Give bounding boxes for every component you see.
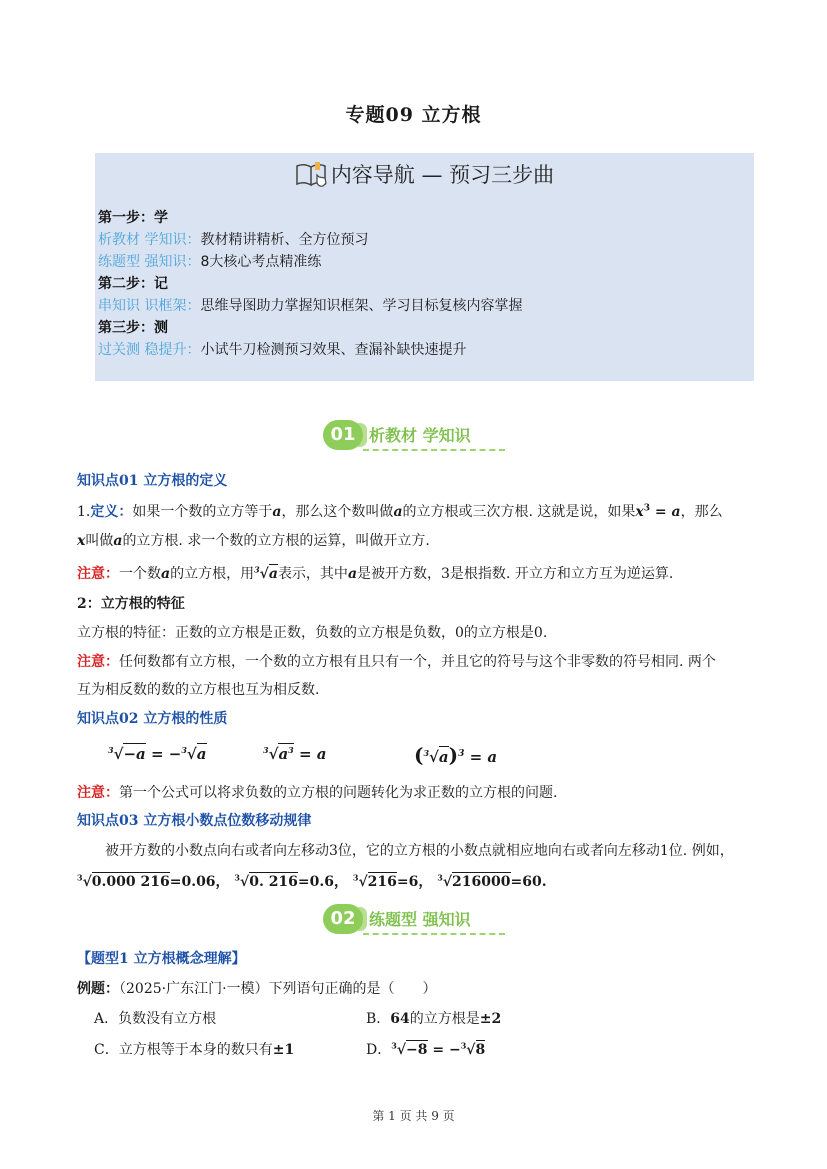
option-d: D．$^3$√−8 = −$^3$√8: [366, 1040, 486, 1058]
type1-title: 【题型1 立方根概念理解】: [77, 951, 246, 967]
page-footer: 第 1 页 共 9 页: [372, 1109, 455, 1123]
kp2-title: 知识点02 立方根的性质: [77, 711, 228, 727]
kp1-definition-line1: 1.定义：如果一个数的立方等于a，那么这个数叫做a的立方根或三次方根. 这就是说，如果$x^3 = a$，那么: [77, 503, 723, 520]
nav-title-text: 内容导航 — 预习三步曲: [330, 163, 555, 187]
book-hand-icon: [295, 161, 329, 187]
kp1-note: 注意：一个数a的立方根，用$^3$√a表示，其中a是被开方数，3是根指数. 开立方和立方互为逆运算.: [77, 564, 674, 582]
kp1-feature-text: 立方根的特征：正数的立方根是正数，负数的立方根是负数，0的立方根是0.: [77, 625, 548, 641]
kp3-examples: $^3$√0.000 216=0.06， $^3$√0. 216=0.6， $^3$√216=6， $^3$√216000=60.: [77, 872, 547, 890]
content-navigation-box: [95, 153, 754, 381]
page-title: 专题09 立方根: [345, 104, 482, 126]
step2-heading: 第二步：记: [98, 276, 168, 292]
step1-line: 析教材 学知识：教材精讲精析、全方位预习: [98, 232, 369, 248]
type1-example: 例题：（2025·广东江门·一模）下列语句正确的是（ ）: [77, 981, 437, 997]
formula-negative-cube-root: $^3$√−a = −$^3$√a: [108, 745, 207, 763]
step3-heading: 第三步：测: [98, 320, 168, 336]
kp1-title: 知识点01 立方根的定义: [77, 473, 228, 489]
step1-line2: 练题型 强知识：8大核心考点精准练: [98, 254, 322, 270]
kp1-definition-line2: x叫做a的立方根. 求一个数的立方根的运算，叫做开立方.: [77, 533, 430, 549]
kp1-note2-line1: 注意：任何数都有立方根，一个数的立方根有且只有一个，并且它的符号与这个非零数的符号相同. 两个: [77, 654, 716, 670]
formula-cube-root-of-cube: $^3√a^3 = a$: [263, 745, 327, 763]
step1-heading: 第一步：学: [98, 210, 168, 226]
formula-cube-of-cube-root: $(^3√a)^3 = a$: [414, 743, 498, 767]
option-c: C．立方根等于本身的数只有±1: [94, 1042, 295, 1058]
kp1-feature-title: 2：立方根的特征: [77, 596, 185, 612]
kp2-note: 注意：第一个公式可以将求负数的立方根的问题转化为求正数的立方根的问题.: [77, 785, 558, 801]
step2-line: 串知识 识框架：思维导图助力掌握知识框架、学习目标复核内容掌握: [98, 298, 523, 314]
section-label: 练题型 强知识: [369, 910, 471, 929]
step3-line: 过关测 稳提升：小试牛刀检测预习效果、查漏补缺快速提升: [98, 342, 467, 358]
kp3-title: 知识点03 立方根小数点位数移动规律: [77, 813, 312, 829]
section-number-badge: 02: [323, 904, 363, 934]
nav-title: [95, 159, 754, 189]
kp3-text: 被开方数的小数点向右或者向左移动3位，它的立方根的小数点就相应地向右或者向左移动1位. 例如，: [105, 843, 734, 859]
option-b: B．64的立方根是±2: [366, 1011, 502, 1027]
section-number-badge: 01: [323, 420, 363, 450]
section-label: 析教材 学知识: [369, 426, 471, 445]
option-a: A．负数没有立方根: [94, 1011, 217, 1027]
kp1-note2-line2: 互为相反数的数的立方根也互为相反数.: [77, 682, 320, 698]
